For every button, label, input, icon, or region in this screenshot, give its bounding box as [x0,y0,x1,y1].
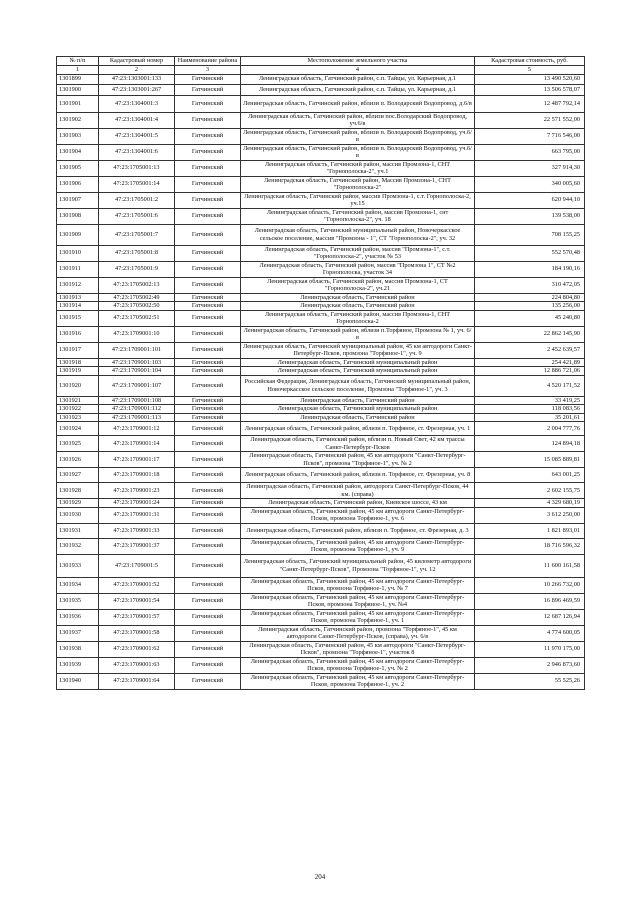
cadastral-number: 47:23:1705001:14 [99,176,175,192]
cadastral-number: 47:23:1303001:133 [99,74,175,84]
cadastral-number: 47:23:1709001:23 [99,483,175,499]
cadastral-cost: 139 538,00 [475,208,585,224]
cadastral-number: 47:23:1705001:8 [99,245,175,261]
header-cadastral-number: Кадастровый номер [99,57,175,66]
table-row [57,641,585,657]
location: Ленинградская область, Гатчинский район, 45 км автодороги Санкт-Петербург-Псков, промзона Торфяное-1, уч. №4 [241,593,475,609]
cadastral-number: 47:23:1303001:267 [99,84,175,95]
row-index: 1301933 [57,554,99,577]
row-index: 1301910 [57,245,99,261]
location: Ленинградская область, Гатчинский район, 45 км автодороги Санкт-Петербург-Псков, промзона Торфяное-1, уч. 2 [241,673,475,689]
cadastral-number: 47:23:1304001:4 [99,112,175,128]
location: Ленинградская область, Гатчинский район, массив Промзона-1, СТ "Горнополоска-2", уч.21 [241,277,475,293]
cadastral-cost: 18 716 596,32 [475,538,585,554]
location: Ленинградская область, Гатчинский район, вблизи п. Торфяное, ст. Фрезерная, д. 3 [241,523,475,538]
cadastral-number: 47:23:1709001:37 [99,538,175,554]
row-index: 1301935 [57,593,99,609]
district-name: Гатчинский [175,342,241,358]
cadastral-number: 47:23:1709001:14 [99,436,175,452]
location: Ленинградская область, Гатчинский муниципальный район, 45 км автодороги Санкт-Петербург-Псков, промзона "Торфяное-1", уч. 9 [241,342,475,358]
location: Ленинградская область, Гатчинский район, вблизи п. Володарский Водопровод, уч.6/в [241,128,475,144]
district-name: Гатчинский [175,375,241,396]
cadastral-number: 47:23:1709001:24 [99,499,175,508]
table-row [57,413,585,422]
row-index: 1301915 [57,310,99,326]
district-name: Гатчинский [175,310,241,326]
table-row [57,396,585,405]
row-index: 1301936 [57,609,99,625]
location: Ленинградская область, Гатчинский район, 45 км автодороги "Санкт-Петербург-Псков", промзона "Торфяное-1", уч. № 2 [241,452,475,468]
cadastral-number: 47:23:1709001:31 [99,507,175,523]
location: Ленинградская область, Гатчинский район, вблизи п. Торфяное, ст. Фрезерная, уч. 1 [241,422,475,436]
table-row [57,523,585,538]
location: Ленинградская область, Гатчинский район [241,413,475,422]
location: Ленинградская область, Гатчинский район, с.п. Тайцы, ул. Карьерная, д.1 [241,74,475,84]
table-row [57,192,585,208]
location: Ленинградская область, Гатчинский район, 45 км автодороги Санкт-Петербург-Псков, промзона Торфяное-1, уч. 1 [241,609,475,625]
table-row [57,74,585,84]
cadastral-cost: 4 774 600,05 [475,625,585,641]
table-row [57,367,585,376]
table-row [57,208,585,224]
cadastral-cost: 7 716 546,00 [475,128,585,144]
table-row [57,144,585,160]
page-number: 204 [314,873,326,881]
district-name: Гатчинский [175,641,241,657]
cadastral-number: 47:23:1709001:33 [99,523,175,538]
cadastral-cost: 12 487 792,14 [475,95,585,112]
district-name: Гатчинский [175,523,241,538]
cadastral-number: 47:23:1709001:18 [99,468,175,483]
cadastral-cost: 2 452 639,57 [475,342,585,358]
cadastral-number: 47:23:1709001:54 [99,593,175,609]
cadastral-cost: 552 570,48 [475,245,585,261]
cadastral-number: 47:23:1709001:103 [99,358,175,367]
header-index: № п/п [57,57,99,66]
row-index: 1301912 [57,277,99,293]
district-name: Гатчинский [175,128,241,144]
district-name: Гатчинский [175,593,241,609]
cadastral-number: 47:23:1709001:64 [99,673,175,689]
cadastral-number: 47:23:1709001:17 [99,452,175,468]
cadastral-number: 47:23:1709001:52 [99,577,175,593]
row-index: 1301902 [57,112,99,128]
cadastral-cost: 55 525,26 [475,673,585,689]
location: Ленинградская область, Гатчинский район, вблизи п. Торфяное, ст. Фрезерная, уч. 8 [241,468,475,483]
cadastral-number: 47:23:1705002:51 [99,310,175,326]
cadastral-cost: 13 506 578,07 [475,84,585,95]
location: Ленинградская область, Гатчинский район, 45 км автодороги Санкт-Петербург-Псков, промзона Торфяное-1, уч. 6 [241,507,475,523]
location: Ленинградская область, Гатчинский район, 45 км автодороги Санкт-Петербург-Псков, промзона Торфяное-1, уч. 9 [241,538,475,554]
district-name: Гатчинский [175,396,241,405]
cadastral-cost: 620 944,10 [475,192,585,208]
row-index: 1301911 [57,261,99,277]
header-row [57,57,585,66]
cadastral-cost: 10 266 732,00 [475,577,585,593]
table-row [57,245,585,261]
cadastral-cost: 663 795,00 [475,144,585,160]
row-index: 1301937 [57,625,99,641]
cadastral-number: 47:23:1705002:50 [99,302,175,311]
location: Ленинградская область, Гатчинский район, с.п. Тайцы, ул. Карьерная, д.1 [241,84,475,95]
district-name: Гатчинский [175,208,241,224]
table-row [57,293,585,302]
row-index: 1301900 [57,84,99,95]
cadastral-number: 47:23:1304001:3 [99,95,175,112]
cadastral-cost: 13 490 520,60 [475,74,585,84]
district-name: Гатчинский [175,577,241,593]
header-num-5: 5 [475,66,585,75]
district-name: Гатчинский [175,609,241,625]
location: Ленинградская область, Гатчинский район, Массив Промзона-1, СНТ "Горнополоска-2" [241,176,475,192]
location: Ленинградская область, Гатчинский муниципальный район, 45 километр автодороги "Санкт-Петербург-Псков", Промзона "Торфяное-1", уч. 12 [241,554,475,577]
location: Ленинградская область, Гатчинский район, 45 км автодороги "Санкт-Петербург-Псков", промзона "Торфяное-1", участок 8 [241,641,475,657]
row-index: 1301907 [57,192,99,208]
header-num-2: 2 [99,66,175,75]
row-index: 1301905 [57,160,99,176]
location: Ленинградская область, Гатчинский район, промзона "Торфяное-1", 45 км автодороги Санкт-Петербург-Псков, (справа), уч. 6/в [241,625,475,641]
table-row [57,261,585,277]
location: Ленинградская область, Гатчинский район, автодорога Санкт-Петербург-Псков, 44 км. (справа) [241,483,475,499]
district-name: Гатчинский [175,176,241,192]
cadastral-cost: 2 004 777,76 [475,422,585,436]
row-index: 1301925 [57,436,99,452]
table-row [57,554,585,577]
district-name: Гатчинский [175,192,241,208]
row-index: 1301909 [57,224,99,245]
cadastral-cost: 12 687 126,94 [475,609,585,625]
location: Ленинградская область, Гатчинский район, массив "Промзона 1", СТ №2 Горнополоска, участок 34 [241,261,475,277]
cadastral-cost: 310 472,05 [475,277,585,293]
cadastral-number: 47:23:1705001:13 [99,160,175,176]
cadastral-number: 47:23:1709001:63 [99,657,175,673]
district-name: Гатчинский [175,436,241,452]
row-index: 1301920 [57,375,99,396]
location: Ленинградская область, Гатчинский район, массив "Промзона-1", с.т. "Горнополоска-2", участок № 53 [241,245,475,261]
header-num-1: 1 [57,66,99,75]
district-name: Гатчинский [175,261,241,277]
cadastral-number: 47:23:1709001:58 [99,625,175,641]
district-name: Гатчинский [175,468,241,483]
row-index: 1301903 [57,128,99,144]
table-body [57,74,585,689]
cadastral-number: 47:23:1705002:13 [99,277,175,293]
row-index: 1301930 [57,507,99,523]
row-index: 1301938 [57,641,99,657]
cadastral-cost: 3 612 250,00 [475,507,585,523]
cadastral-number: 47:23:1709001:10 [99,326,175,342]
row-index: 1301916 [57,326,99,342]
cadastral-number: 47:23:1705002:49 [99,293,175,302]
row-index: 1301908 [57,208,99,224]
cadastral-cost: 22 862 145,90 [475,326,585,342]
row-index: 1301926 [57,452,99,468]
location: Ленинградская область, Гатчинский район [241,293,475,302]
district-name: Гатчинский [175,413,241,422]
row-index: 1301901 [57,95,99,112]
district-name: Гатчинский [175,95,241,112]
district-name: Гатчинский [175,452,241,468]
district-name: Гатчинский [175,367,241,376]
table-row [57,160,585,176]
district-name: Гатчинский [175,483,241,499]
cadastral-cost: 4 329 680,19 [475,499,585,508]
row-index: 1301918 [57,358,99,367]
cadastral-cost: 340 005,60 [475,176,585,192]
row-index: 1301927 [57,468,99,483]
row-index: 1301928 [57,483,99,499]
cadastral-cost: 224 804,80 [475,293,585,302]
district-name: Гатчинский [175,302,241,311]
row-index: 1301934 [57,577,99,593]
location: Ленинградская область, Гатчинский район [241,302,475,311]
district-name: Гатчинский [175,293,241,302]
table-row [57,326,585,342]
cadastral-cost: 184 190,16 [475,261,585,277]
row-index: 1301922 [57,405,99,414]
cadastral-cost: 254 421,89 [475,358,585,367]
table-row [57,112,585,128]
cadastral-cost: 327 914,30 [475,160,585,176]
table-row [57,310,585,326]
cadastral-cost: 4 520 171,52 [475,375,585,396]
row-index: 1301921 [57,396,99,405]
table-row [57,84,585,95]
district-name: Гатчинский [175,499,241,508]
cadastral-number: 47:23:1709001:101 [99,342,175,358]
cadastral-number: 47:23:1709001:104 [99,367,175,376]
location: Ленинградская область, Гатчинский район, вблизи пос.Володарский Водопровод, уч.6/в [241,112,475,128]
cadastral-number: 47:23:1705001:9 [99,261,175,277]
row-index: 1301931 [57,523,99,538]
cadastral-number: 47:23:1705001:7 [99,224,175,245]
cadastral-cost: 118 083,56 [475,405,585,414]
district-name: Гатчинский [175,554,241,577]
location: Ленинградская область, Гатчинский район, 45 км автодороги Санкт-Петербург-Псков, промзона Торфяное-1, уч. № 7 [241,577,475,593]
cadastral-cost: 1 821 893,01 [475,523,585,538]
location: Ленинградская область, Гатчинский район, 45 км автодороги Санкт-Петербург-Псков, промзона Торфяное-1, уч. № 2 [241,657,475,673]
district-name: Гатчинский [175,144,241,160]
row-index: 1301899 [57,74,99,84]
table-row [57,673,585,689]
table-row [57,302,585,311]
location: Российская Федерация, Ленинградская область, Гатчинский муниципальный район, Новочеркасское сельское поселение, Промзона "Торфяное-1", уч. 3 [241,375,475,396]
district-name: Гатчинский [175,277,241,293]
district-name: Гатчинский [175,673,241,689]
cadastral-cost: 11 970 175,00 [475,641,585,657]
location: Ленинградская область, Гатчинский район, вблизи п. Новый Свет, 42 км трассы Санкт-Петербург-Псков [241,436,475,452]
header-location: Местоположение земельного участка [241,57,475,66]
cadastral-cost: 2 602 155,75 [475,483,585,499]
cadastral-cost: 643 001,25 [475,468,585,483]
cadastral-cost: 12 886 721,06 [475,367,585,376]
cadastral-table [56,56,585,690]
location: Ленинградская область, Гатчинский район, Киевское шоссе, 43 км [241,499,475,508]
district-name: Гатчинский [175,625,241,641]
row-index: 1301913 [57,293,99,302]
district-name: Гатчинский [175,326,241,342]
cadastral-cost: 45 240,80 [475,310,585,326]
cadastral-number: 47:23:1709001:113 [99,413,175,422]
location: Ленинградская область, Гатчинский район, массив Промзона-1, снт "Горнополоска-2", уч. 18 [241,208,475,224]
cadastral-cost: 124 894,18 [475,436,585,452]
cadastral-cost: 22 571 552,00 [475,112,585,128]
cadastral-cost: 33 419,25 [475,396,585,405]
table-row [57,342,585,358]
table-row [57,277,585,293]
table-row [57,375,585,396]
row-index: 1301929 [57,499,99,508]
table-row [57,609,585,625]
row-index: 1301924 [57,422,99,436]
row-index: 1301932 [57,538,99,554]
location: Ленинградская область, Гатчинский муниципальный район, Новочеркасское сельское поселение, массив "Промзона - 1", СТ "Горнополоска-2", уч. 32 [241,224,475,245]
table-row [57,436,585,452]
location: Ленинградская область, Гатчинский муниципальный район [241,358,475,367]
table-row [57,468,585,483]
district-name: Гатчинский [175,507,241,523]
district-name: Гатчинский [175,224,241,245]
header-number-row [57,66,585,75]
location: Ленинградская область, Гатчинский район, вблизи п. Володарский Водопровод, д.6/в [241,95,475,112]
cadastral-number: 47:23:1304001:5 [99,128,175,144]
table-row [57,405,585,414]
row-index: 1301939 [57,657,99,673]
cadastral-number: 47:23:1709001:108 [99,396,175,405]
district-name: Гатчинский [175,112,241,128]
table-row [57,95,585,112]
header-num-3: 3 [175,66,241,75]
table-row [57,538,585,554]
cadastral-cost: 11 600 161,58 [475,554,585,577]
table-row [57,625,585,641]
table-row [57,452,585,468]
row-index: 1301904 [57,144,99,160]
cadastral-number: 47:23:1709001:62 [99,641,175,657]
table-row [57,507,585,523]
location: Ленинградская область, Гатчинский район, массив Промзона-1, СНТ Горнополоска-2 [241,310,475,326]
table-row [57,224,585,245]
location: Ленинградская область, Гатчинский муниципальный район [241,367,475,376]
location: Ленинградская область, Гатчинский район, вблизи п.Торфяное, Промзона № 1, уч. 6/в [241,326,475,342]
cadastral-number: 47:23:1705001:2 [99,192,175,208]
table-row [57,358,585,367]
header-cost: Кадастровая стоимость, руб. [475,57,585,66]
row-index: 1301940 [57,673,99,689]
district-name: Гатчинский [175,405,241,414]
district-name: Гатчинский [175,657,241,673]
location: Ленинградская область, Гатчинский район, массив Промзона-1, с.т. Горнополоска-2, уч.15 [241,192,475,208]
header-num-4: 4 [241,66,475,75]
district-name: Гатчинский [175,84,241,95]
table-row [57,577,585,593]
cadastral-number: 47:23:1709001:112 [99,405,175,414]
table-row [57,176,585,192]
cadastral-cost: 35 201,61 [475,413,585,422]
location: Ленинградская область, Гатчинский район, вблизи п. Володарский Водопровод, уч.6/в [241,144,475,160]
row-index: 1301923 [57,413,99,422]
row-index: 1301914 [57,302,99,311]
table-row [57,499,585,508]
cadastral-number: 47:23:1709001:12 [99,422,175,436]
district-name: Гатчинский [175,358,241,367]
district-name: Гатчинский [175,160,241,176]
district-name: Гатчинский [175,245,241,261]
location: Ленинградская область, Гатчинский район [241,396,475,405]
table-row [57,422,585,436]
district-name: Гатчинский [175,422,241,436]
cadastral-number: 47:23:1709001:57 [99,609,175,625]
location: Ленинградская область, Гатчинский муниципальный район [241,405,475,414]
cadastral-number: 47:23:1705001:6 [99,208,175,224]
row-index: 1301906 [57,176,99,192]
district-name: Гатчинский [175,538,241,554]
table-row [57,128,585,144]
location: Ленинградская область, Гатчинский район, массив Промзона-1, СНТ "Горнополоска-2", уч.1 [241,160,475,176]
cadastral-cost: 135 256,00 [475,302,585,311]
header-district: Наименование района [175,57,241,66]
cadastral-number: 47:23:1304001:6 [99,144,175,160]
row-index: 1301919 [57,367,99,376]
cadastral-cost: 15 085 889,81 [475,452,585,468]
cadastral-number: 47:23:1709001:107 [99,375,175,396]
cadastral-number: 47:23:1709001:5 [99,554,175,577]
cadastral-cost: 708 155,25 [475,224,585,245]
table-row [57,593,585,609]
table-row [57,657,585,673]
row-index: 1301917 [57,342,99,358]
district-name: Гатчинский [175,74,241,84]
cadastral-cost: 2 946 873,60 [475,657,585,673]
table-row [57,483,585,499]
cadastral-cost: 16 896 469,59 [475,593,585,609]
